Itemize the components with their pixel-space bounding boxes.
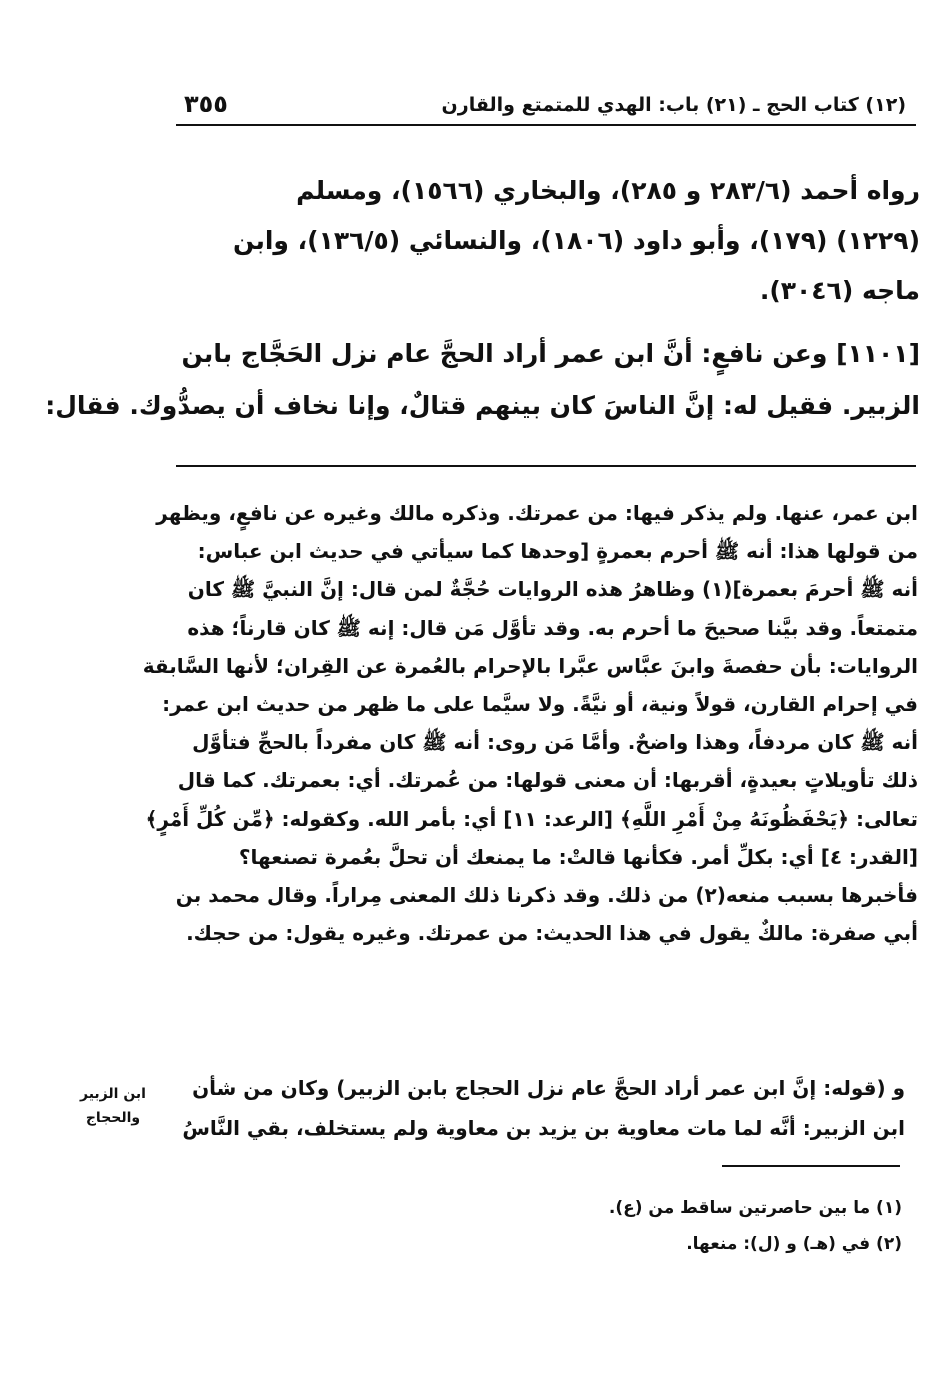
- section-divider: [176, 465, 916, 467]
- footnote: (١) ما بين حاصرتين ساقط من (ع).: [608, 1198, 902, 1218]
- text-line: (١٢٢٩) (١٧٩)، وأبو داود (١٨٠٦)، والنسائي (١٣٦/٥)، وابن: [232, 226, 920, 255]
- hadith-reference: [172, 166, 920, 316]
- text-line: من قولها هذا: أنه ﷺ أحرم بعمرةٍ [وحدها كما سيأتي في حديث ابن عباس:: [197, 539, 918, 564]
- margin-note-line: والحجاج: [85, 1110, 141, 1126]
- page-number: ٣٥٥: [184, 90, 228, 118]
- footnote-divider: [722, 1165, 900, 1167]
- margin-note: [72, 1082, 154, 1130]
- header-rule: [176, 124, 916, 126]
- hadith-text: [45, 328, 920, 432]
- text-line: ماجه (٣٠٤٦).: [759, 276, 920, 305]
- commentary: [142, 494, 918, 952]
- footnote: (٢) في (هـ) و (ل): منعها.: [686, 1234, 902, 1254]
- text-line: أنه ﷺ كان مردفاً، وهذا واضحٌ. وأمَّا مَن روى: أنه ﷺ كان مفرداً بالحجِّ فتأوَّل: [192, 730, 918, 755]
- text-line: رواه أحمد (٢٨٣/٦ و ٢٨٥)، والبخاري (١٥٦٦)، ومسلم: [296, 176, 920, 205]
- page-header: [176, 88, 916, 122]
- text-line: تعالى: ﴿يَحْفَظُونَهُ مِنْ أَمْرِ اللَّهِ﴾ [الرعد: ١١] أي: بأمر الله. وكقوله: ﴿مِّن كُلِّ أَمْرٍ﴾: [145, 806, 918, 831]
- text-line: و (قوله: إنَّ ابن عمر أراد الحجَّ عام نزل الحجاج بابن الزبير) وكان من شأن: [192, 1076, 905, 1100]
- text-line: في إحرام القارن، قولاً ونية، أو نيَّةً. ولا سيَّما على ما ظهر من حديث ابن عمر:: [162, 692, 918, 717]
- text-line: ابن عمر، عنها. ولم يذكر فيها: من عمرتك. وذكره مالك وغيره عن نافعٍ، ويظهر: [156, 501, 918, 525]
- text-line: الروايات: بأن حفصةَ وابنَ عبَّاس عبَّرا بالإحرام بالعُمرة عن القِران؛ لأنها السَّابقة: [142, 653, 918, 678]
- text-line: ابن الزبير: أنَّه لما مات معاوية بن يزيد بن معاوية ولم يستخلف، بقي النَّاسُ: [182, 1116, 905, 1140]
- margin-note-line: ابن الزبير: [80, 1086, 146, 1102]
- footnotes: [609, 1190, 902, 1262]
- text-line: فأخبرها بسبب منعه(٢) من ذلك. وقد ذكرنا ذلك المعنى مِراراً. وقال محمد بن: [175, 883, 918, 908]
- text-line: الزبير. فقيل له: إنَّ الناسَ كان بينهم قتالٌ، وإنا نخاف أن يصدُّوك. فقال:: [45, 391, 920, 420]
- text-line: [القدر: ٤] أي: بكلِّ أمر. فكأنها قالتْ: ما يمنعك أن تحلَّ بعُمرة تصنعها؟: [238, 844, 918, 869]
- text-line: [١١٠١] وعن نافعٍ: أنَّ ابن عمر أراد الحجَّ عام نزل الحَجَّاج بابن: [181, 339, 920, 368]
- text-line: ذلك تأويلاتٍ بعيدةٍ، أقربها: أن معنى قولها: من عُمرتك. أي: بعمرتك. كما قال: [177, 768, 918, 793]
- explanation: [150, 1068, 905, 1148]
- running-head: (١٢) كتاب الحج ـ (٢١) باب: الهدي للمتمتع والقارن: [441, 94, 906, 116]
- text-line: أبي صفرة: مالكٌ يقول في هذا الحديث: من عمرتك. وغيره يقول: من حجك.: [186, 921, 918, 946]
- text-line: أنه ﷺ أحرمَ بعمرة](١) وظاهرُ هذه الروايات حُجَّةٌ لمن قال: إنَّ النبيَّ ﷺ كان: [187, 577, 918, 602]
- text-line: متمتعاً. وقد بيَّنا صحيحَ ما أحرم به. وقد تأوَّل مَن قال: إنه ﷺ كان قارناً؛ هذه: [187, 615, 918, 640]
